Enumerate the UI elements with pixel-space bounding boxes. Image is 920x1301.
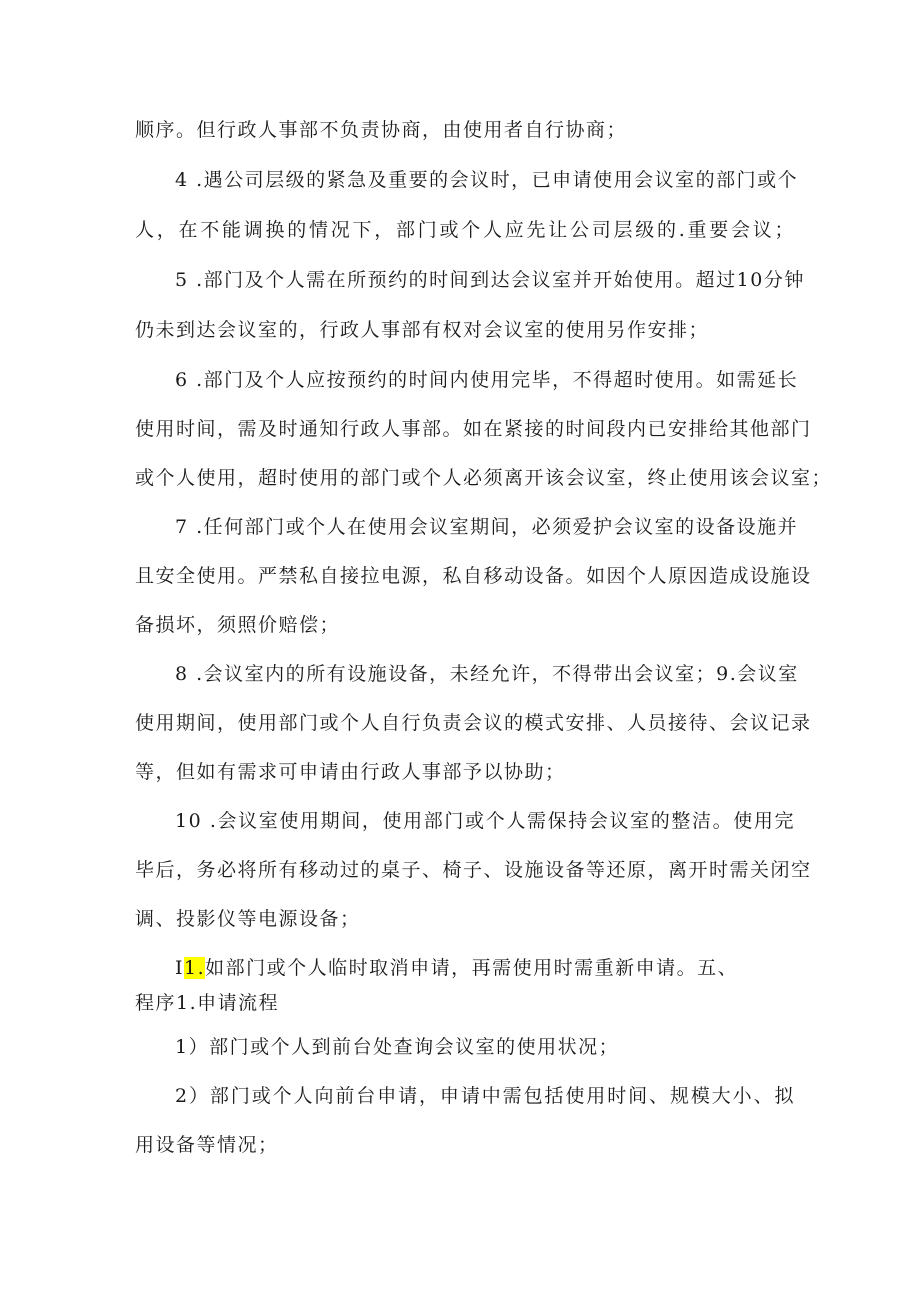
text-line: 备损坏，须照价赔偿；: [135, 614, 341, 636]
text-line: 使用期间，使用部门或个人自行负责会议的模式安排、人员接待、会议记录: [135, 712, 812, 734]
text-line: 毕后，务必将所有移动过的桌子、椅子、设施设备等还原，离开时需关闭空: [135, 859, 812, 881]
text-line-item-4: 4 .遇公司层级的紧急及重要的会议时，已申请使用会议室的部门或个: [175, 169, 799, 191]
text-line-heading: 程序1.申请流程: [135, 992, 280, 1014]
text-line: 使用时间，需及时通知行政人事部。如在紧接的时间段内已安排给其他部门: [135, 418, 812, 440]
text-line-item-10: 10 .会议室使用期间，使用部门或个人需保持会议室的整洁。使用完: [175, 810, 795, 832]
text-line: 等，但如有需求可申请由行政人事部予以协助；: [135, 761, 566, 783]
highlighted-number: 1.: [184, 957, 206, 979]
text-line: 且安全使用。严禁私自接拉电源，私自移动设备。如因个人原因造成设施设: [135, 565, 812, 587]
text-line-step-1: 1）部门或个人到前台处查询会议室的使用状况；: [175, 1036, 620, 1058]
text-line: 调、投影仪等电源设备；: [135, 908, 361, 930]
text-line-item-8: 8 .会议室内的所有设施设备，未经允许，不得带出会议室；9.会议室: [175, 663, 799, 685]
text-line-item-6: 6 .部门及个人应按预约的时间内使用完毕，不得超时使用。如需延长: [175, 369, 799, 391]
text-line-step-2: 2）部门或个人向前台申请，申请中需包括使用时间、规模大小、拟: [175, 1085, 795, 1107]
text-line: 人，在不能调换的情况下，部门或个人应先让公司层级的.重要会议；: [135, 219, 795, 241]
text-line: 或个人使用，超时使用的部门或个人必须离开该会议室，终止使用该会议室；: [135, 467, 833, 489]
text-line: 用设备等情况；: [135, 1134, 279, 1156]
text-line-item-7: 7 .任何部门或个人在使用会议室期间，必须爱护会议室的设备设施并: [175, 516, 799, 538]
text-line-item-5: 5 .部门及个人需在所预约的时间到达会议室并开始使用。超过10分钟: [175, 269, 805, 291]
item-11-prefix: I: [175, 957, 185, 979]
text-line: 仍未到达会议室的，行政人事部有权对会议室的使用另作安排；: [135, 319, 710, 341]
text-line: 顺序。但行政人事部不负责协商，由使用者自行协商；: [135, 119, 628, 141]
item-11-text: 如部门或个人临时取消申请，再需使用时需重新申请。五、: [205, 957, 739, 979]
text-line-item-11: [175, 955, 795, 981]
